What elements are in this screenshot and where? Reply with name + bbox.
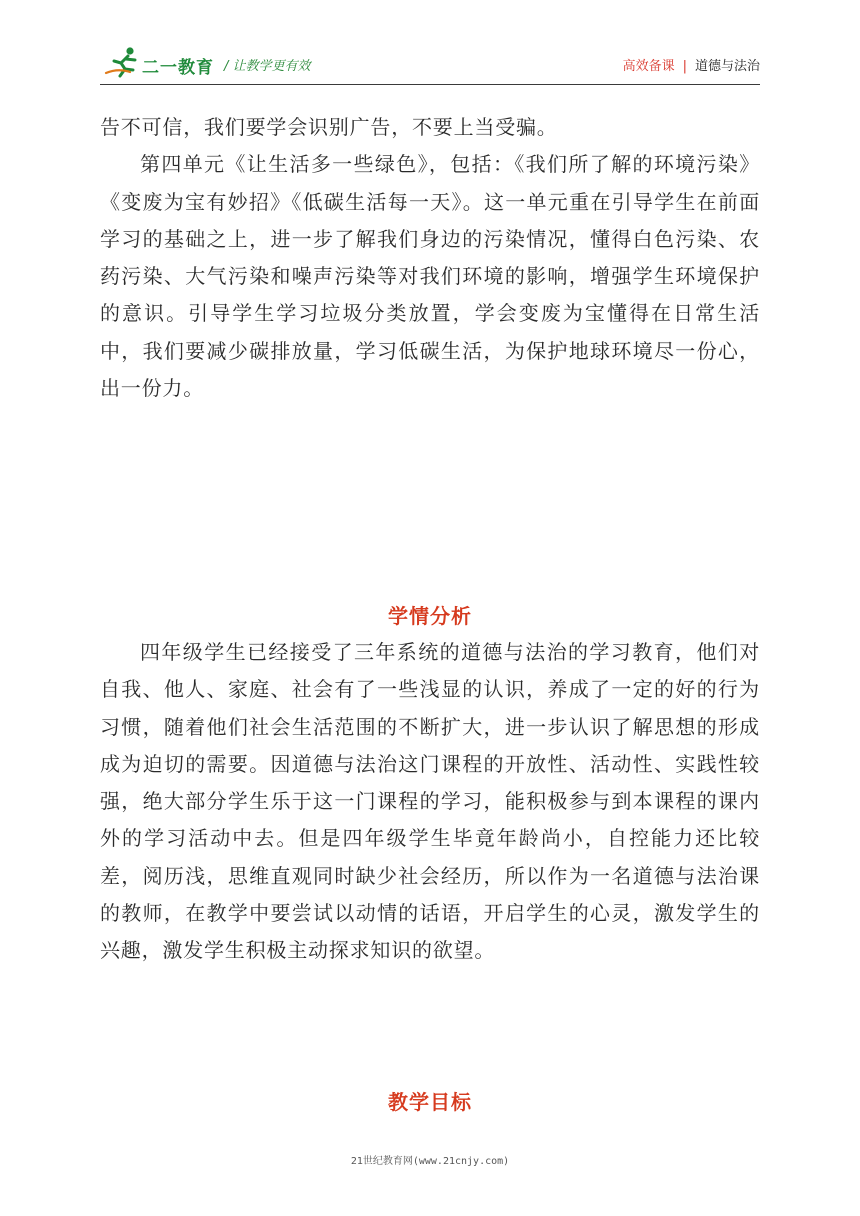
brand-name: 二一教育: [142, 58, 214, 78]
page-header: [100, 44, 760, 85]
paragraph-continuation: 告不可信，我们要学会识别广告，不要上当受骗。: [100, 115, 558, 139]
unit-description: [100, 109, 760, 407]
paragraph-unit-four: 第四单元《让生活多一些绿色》，包括：《我们所了解的环境污染》《变废为宝有妙招》《低碳生活每一天》。这一单元重在引导学生在前面学习的基础之上，进一步了解我们身边的污染情况，懂得白色污染、农药污染、大气污染和噪声污染等对我们环境的影响，增强学生环境保护的意识。引导学生学习垃圾分类放置，学会变废为宝懂得在日常生活中，我们要减少碳排放量，学习低碳生活，为保护地球环境尽一份心，出一份力。: [100, 152, 760, 401]
section-heading-teaching-goals: 教学目标: [388, 1090, 472, 1114]
paragraph-learning-analysis: 四年级学生已经接受了三年系统的道德与法治的学习教育，他们对自我、他人、家庭、社会有了一些浅显的认识，养成了一定的好的行为习惯，随着他们社会生活范围的不断扩大，进一步认识了解思想的形成成为迫切的需要。因道德与法治这门课程的开放性、活动性、实践性较强，绝大部分学生乐于这一门课程的学习，能积极参与到本课程的课内外的学习活动中去。但是四年级学生毕竟年龄尚小，自控能力还比较差，阅历浅，思维直观同时缺少社会经历，所以作为一名道德与法治课的教师，在教学中要尝试以动情的话语，开启学生的心灵，激发学生的兴趣，激发学生积极主动探求知识的欲望。: [100, 640, 760, 963]
subject-name: 道德与法治: [694, 59, 760, 74]
section-heading-learning-analysis: 学情分析: [388, 604, 472, 628]
header-course-info: [623, 55, 760, 74]
page-footer: 21世纪教育网(www.21cnjy.com): [350, 1156, 510, 1167]
course-tag: 高效备课: [622, 59, 675, 74]
brand-slogan: / 让教学更有效: [224, 59, 311, 74]
header-separator: |: [682, 59, 687, 74]
learning-analysis-body: [100, 634, 760, 970]
running-person-logo-icon: [104, 46, 144, 78]
